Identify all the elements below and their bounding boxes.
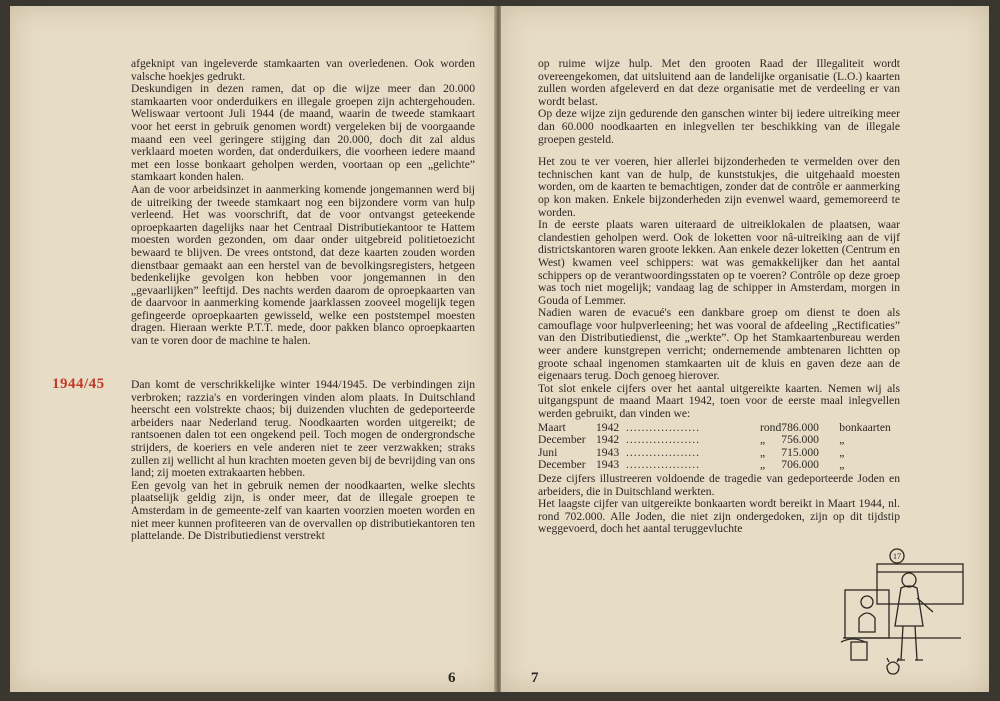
paragraph: Deze cijfers illustreeren voldoende de tragedie van gedeporteerde Joden en arbeiders, die in Duitschland werkten. [538,472,900,498]
prefix-cell: rond [760,420,782,434]
paragraph: Aan de voor arbeidsinzet in aanmerking komende jongemannen werd bij de uitreiking der tweede stamkaart nog een bijzondere vorm van hulp verleend. Het was voorschrift, dat de voor ontvangst geteekende oproepkaarten dagelijks naar het Centraal Distributiekantoor te Hattem moesten worden gezonden, om daar onder uitgebreid politietoezicht bewaard te blijven. De vrees ontstond, dat deze kaarten zouden worden dienstbaar gemaakt aan een herstel van de bevolkingsregisters, hetgeen bedenkelijke gevolgen kon hebben voor jongemannen in den „gevaarlijken” leeftijd. Des nachts werden daarom de oproepkaarten van de daarvoor in aanmerking komende jaarklassen zooveel mogelijk tegen gefingeerde oproepkaarten gewisseld, welke een poststempel moesten dragen. Hieraan werkte P.T.T. mede, door pakken blanco oproepkaarten van te voren door de machine te halen. [131,182,475,348]
unit-cell: „ [839,433,845,447]
side-heading: 1944/45 [52,376,105,392]
paragraph: Nadien waren de evacué's een dankbare groep om dienst te doen als camouflage voor hulpverleening; het was vooral de afdeeling „Rectificaties” van den Distributiedienst, die „werkte”. Op het Stamkaartenbureau werden weer andere kunstgrepen verricht; ondernemende ambtenaren lichtten op groote schaal ingenomen stamkaarten uit de kluis en gaven deze aan de eigenaars terug. Doch genoeg hierover. [538,306,900,383]
year-cell: 1942 [596,420,620,434]
table-row [538,459,891,472]
counter-illustration [837,546,967,686]
statistics-table [538,422,891,472]
page-number: 7 [531,670,539,686]
unit-cell: bonkaarten [839,420,891,434]
value-cell: 715.000 [781,445,819,459]
left-text-top [131,58,475,348]
year-cell: 1943 [596,445,620,459]
leader-dots: ................... [626,434,701,447]
month-cell: December [538,458,586,472]
leader-dots: ................... [626,421,701,434]
left-text-bottom [131,379,475,543]
paragraph: Het laagste cijfer van uitgereikte bonkaarten wordt bereikt in Maart 1944, nl. rond 702.000. Alle Joden, die niet zijn ondergedoken, zijn op dit tijdstip weggevoerd, doch het aantal teruggevluchte [538,497,900,536]
paragraph: Op deze wijze zijn gedurende den ganschen winter bij iedere uitreiking meer dan 60.000 noodkaarten en inlegvellen ter beschikking van de illegale groepen gesteld. [538,107,900,146]
unit-cell: „ [839,445,845,459]
left-page [10,6,497,692]
right-text [538,58,900,536]
paragraph: op ruime wijze hulp. Met den grooten Raad der Illegaliteit wordt overeengekomen, dat uitsluitend aan de landelijke organisatie (L.O.) kaarten zullen worden afgeleverd en dat deze organisatie met de verdeeling er van wordt belast. [538,57,900,108]
leader-dots: ................... [626,446,701,459]
month-cell: Maart [538,420,566,434]
paragraph: Het zou te ver voeren, hier allerlei bijzonderheden te vermelden over den technischen kant van de hulp, de kunststukjes, die uitgehaald moesten worden, om de kaarten te bemachtigen, zonder dat de contrôle er aanmerking op kon maken. Enkele bijzonderheden zijn evenwel waard, gememoreerd te worden. [538,155,900,219]
value-cell: 756.000 [781,433,819,447]
paragraph: afgeknipt van ingeleverde stamkaarten van overledenen. Ook worden valsche hoekjes gedrukt. [131,57,475,83]
paragraph: In de eerste plaats waren uiteraard de uitreiklokalen de plaatsen, waar clandestien geholpen werd. Ook de loketten voor nâ-uitreiking aan de vijf districtskantoren waren groote lekken. Aan enkele dezer loketten (Centrum en West) kwamen veel schippers: wat was gemakkelijker dan het aantal schippers op de verantwoordingsstaten op te voeren? Contrôle op deze groep was toch niet mogelijk; vandaag lag de schipper in Amsterdam, morgen in Gouda of Lemmer. [538,218,900,307]
table-row [538,447,891,460]
month-cell: Juni [538,445,558,459]
year-cell: 1943 [596,458,620,472]
prefix-cell: „ [760,433,766,447]
unit-cell: „ [839,458,845,472]
page-number: 6 [448,670,456,686]
paragraph: Tot slot enkele cijfers over het aantal uitgereikte kaarten. Nemen wij als uitgangspunt de maand Maart 1942, toen voor de eerste maal inlegvellen werden gebruikt, dan vinden we: [538,381,900,421]
paragraph: Dan komt de verschrikkelijke winter 1944/1945. De verbindingen zijn verbroken; razzia's en vorderingen vinden alom plaats. In Duitschland heerscht een volstrekte chaos; bij duizenden vluchten de gedeporteerde arbeiders naar Nederland terug. Noodkaarten worden uitgereikt; de rantsoenen dalen tot een ongekend peil. Toch mogen de ondergrondsche strijders, de koeriers en vele anderen niet te zeer verzwakken; straks zullen zij wellicht al hun krachten moeten geven bij de bevrijding van ons land; zij moeten extrakaarten hebben. [131,378,475,480]
paragraph: Een gevolg van het in gebruik nemen der noodkaarten, welke slechts plaatselijk geldig zijn, is onder meer, dat de illegale groepen te Amsterdam in de gemeente-zelf van kaarten voorzien moeten worden en niet meer kunnen profiteeren van de overvallen op distributiekantoren ten plattelande. De Distributiedienst verstrekt [131,478,475,543]
paragraph: Deskundigen in dezen ramen, dat op die wijze meer dan 20.000 stamkaarten voor onderduikers en illegale groepen zijn achtergehouden. Weliswaar vertoont Juli 1944 (de maand, waarin de tweede stamkaart voor het eerst in gebruik genomen wordt) vergeleken bij de voorgaande maand een veel geringere stijging dan 20.000, doch dit zal aldus verklaard moeten worden, dat onderduikers, die voorheen iedere maand met een losse bonkaart geholpen werden, voortaan op een „gelichte” stamkaart konden halen. [131,82,475,184]
leader-dots: ................... [626,459,701,472]
prefix-cell: „ [760,458,766,472]
table-row [538,422,891,435]
value-cell: 706.000 [781,458,819,472]
right-page [501,6,989,692]
month-cell: December [538,433,586,447]
counter-sign-number: 17 [893,552,901,561]
table-row [538,434,891,447]
prefix-cell: „ [760,445,766,459]
year-cell: 1942 [596,433,620,447]
value-cell: 786.000 [781,420,819,434]
